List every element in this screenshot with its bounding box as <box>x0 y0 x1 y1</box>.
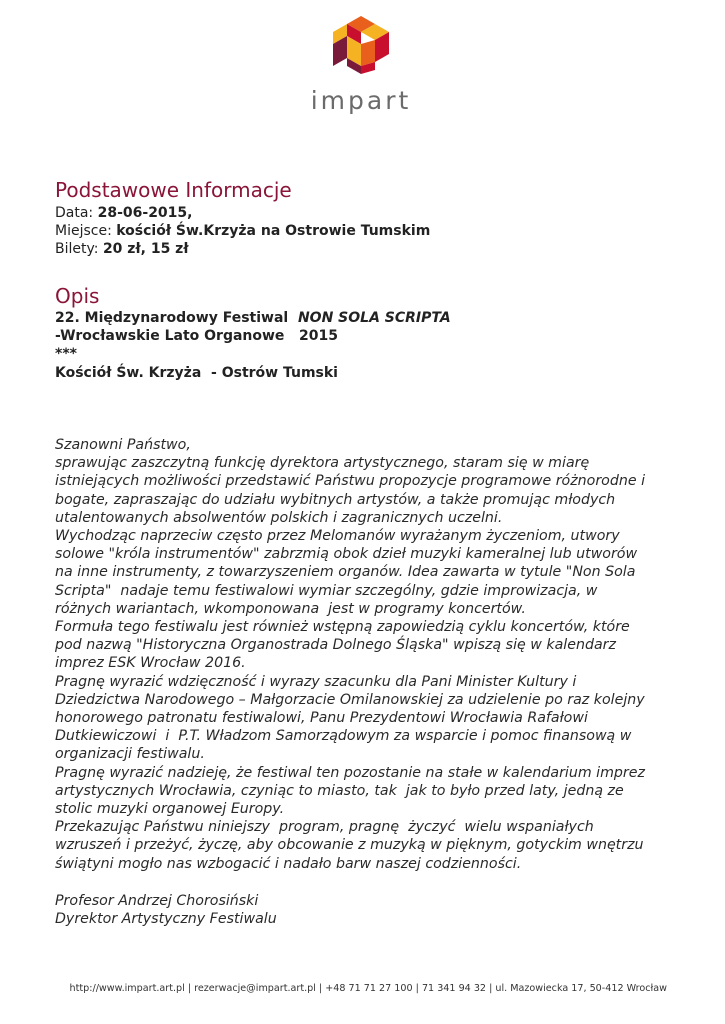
tickets-value: 20 zł, 15 zł <box>102 241 189 257</box>
impart-logo <box>305 14 417 124</box>
place-label: Miejsce: <box>55 223 112 239</box>
letter-line: honorowego patronatu festiwalowi, Panu Prezydentowi Wrocławia Rafałowi <box>55 710 588 727</box>
letter-line: Szanowni Państwo, <box>55 437 191 453</box>
description-title: Opis <box>55 284 100 308</box>
letter-line: wzruszeń i przeżyć, życzę, aby obcowanie z muzyką w pięknym, gotyckim wnętrzu <box>55 837 644 854</box>
tickets-label: Bilety: <box>55 241 99 257</box>
letter-line: Pragnę wyrazić wdzięczność i wyrazy szacunku dla Pani Minister Kultury i <box>55 673 577 690</box>
letter-line: stolic muzyki organowej Europy. <box>55 801 285 818</box>
letter-body <box>55 436 675 873</box>
festival-name: 22. Międzynarodowy Festiwal <box>55 310 298 326</box>
tickets-line <box>55 240 189 258</box>
letter-line: pod nazwą "Historyczna Organostrada Dolnego Śląska" wpiszą się w kalendarz <box>55 637 616 654</box>
basic-info-title: Podstawowe Informacje <box>55 178 292 202</box>
festival-edition-line: -Wrocławskie Lato Organowe 2015 <box>55 328 339 344</box>
logo-wordmark: impart <box>310 86 412 115</box>
letter-line: imprez ESK Wrocław 2016. <box>55 655 246 672</box>
place-value: kościół Św.Krzyża na Ostrowie Tumskim <box>116 223 431 239</box>
festival-subtitle: NON SOLA SCRIPTA <box>297 310 451 326</box>
footer-contact: http://www.impart.art.pl | rezerwacje@impart.art.pl | +48 71 71 27 100 | 71 341 94 32 | ul. Mazowiecka 17, 50-412 Wrocław <box>69 983 667 994</box>
letter-line: organizacji festiwalu. <box>55 746 205 763</box>
letter-line: Dutkiewiczowi i P.T. Władzom Samorządowym za wsparcie i pomoc finansową w <box>55 728 632 745</box>
letter-line: różnych wariantach, wkomponowana jest w programy koncertów. <box>55 600 526 617</box>
letter-line: na inne instrumenty, z towarzyszeniem organów. Idea zawarta w tytule "Non Sola <box>55 564 636 581</box>
letter-line: utalentowanych absolwentów polskich i zagranicznych uczelni. <box>55 509 503 526</box>
letter-line: Wychodząc naprzeciw często przez Melomanów wyrażanym życzeniom, utwory <box>55 528 620 545</box>
letter-line: bogate, zapraszając do udziału wybitnych artystów, a także promując młodych <box>55 491 616 508</box>
letter-line: solowe "króla instrumentów" zabrzmią obok dzieł muzyki kameralnej lub utworów <box>55 546 638 563</box>
date-line <box>55 204 192 222</box>
letter-line: Przekazując Państwu niniejszy program, pragnę życzyć wielu wspaniałych <box>55 819 594 836</box>
signature-role: Dyrektor Artystyczny Festiwalu <box>55 911 277 927</box>
venue-line: Kościół Św. Krzyża - Ostrów Tumski <box>55 365 338 381</box>
letter-line: świątyni mogło nas wzbogacić i nadało barw naszej codzienności. <box>55 855 522 872</box>
letter-line: Dziedzictwa Narodowego – Małgorzacie Omilanowskiej za udzielenie po raz kolejny <box>55 691 645 708</box>
date-value: 28-06-2015, <box>97 205 193 221</box>
letter-line: Formuła tego festiwalu jest również wstępną zapowiedzią cyklu koncertów, które <box>55 619 630 636</box>
festival-name-line <box>55 309 451 327</box>
letter-line: artystycznych Wrocławia, czyniąc to miasto, tak jak to było przed laty, jedną ze <box>55 782 624 799</box>
place-line <box>55 222 430 240</box>
letter-line: Scripta" nadaje temu festiwalowi wymiar szczególny, gdzie improwizacja, w <box>55 582 598 599</box>
letter-line: Pragnę wyrazić nadzieję, że festiwal ten pozostanie na stałe w kalendarium imprez <box>55 764 645 781</box>
letter-line: istniejących możliwości przedstawić Państwu propozycje programowe różnorodne i <box>55 473 646 490</box>
signature-name: Profesor Andrzej Chorosiński <box>55 893 259 909</box>
separator-stars: *** <box>55 346 77 362</box>
letter-line: sprawując zaszczytną funkcję dyrektora artystycznego, staram się w miarę <box>55 455 590 472</box>
date-label: Data: <box>55 205 94 221</box>
impart-logo-mark-icon <box>331 14 391 76</box>
